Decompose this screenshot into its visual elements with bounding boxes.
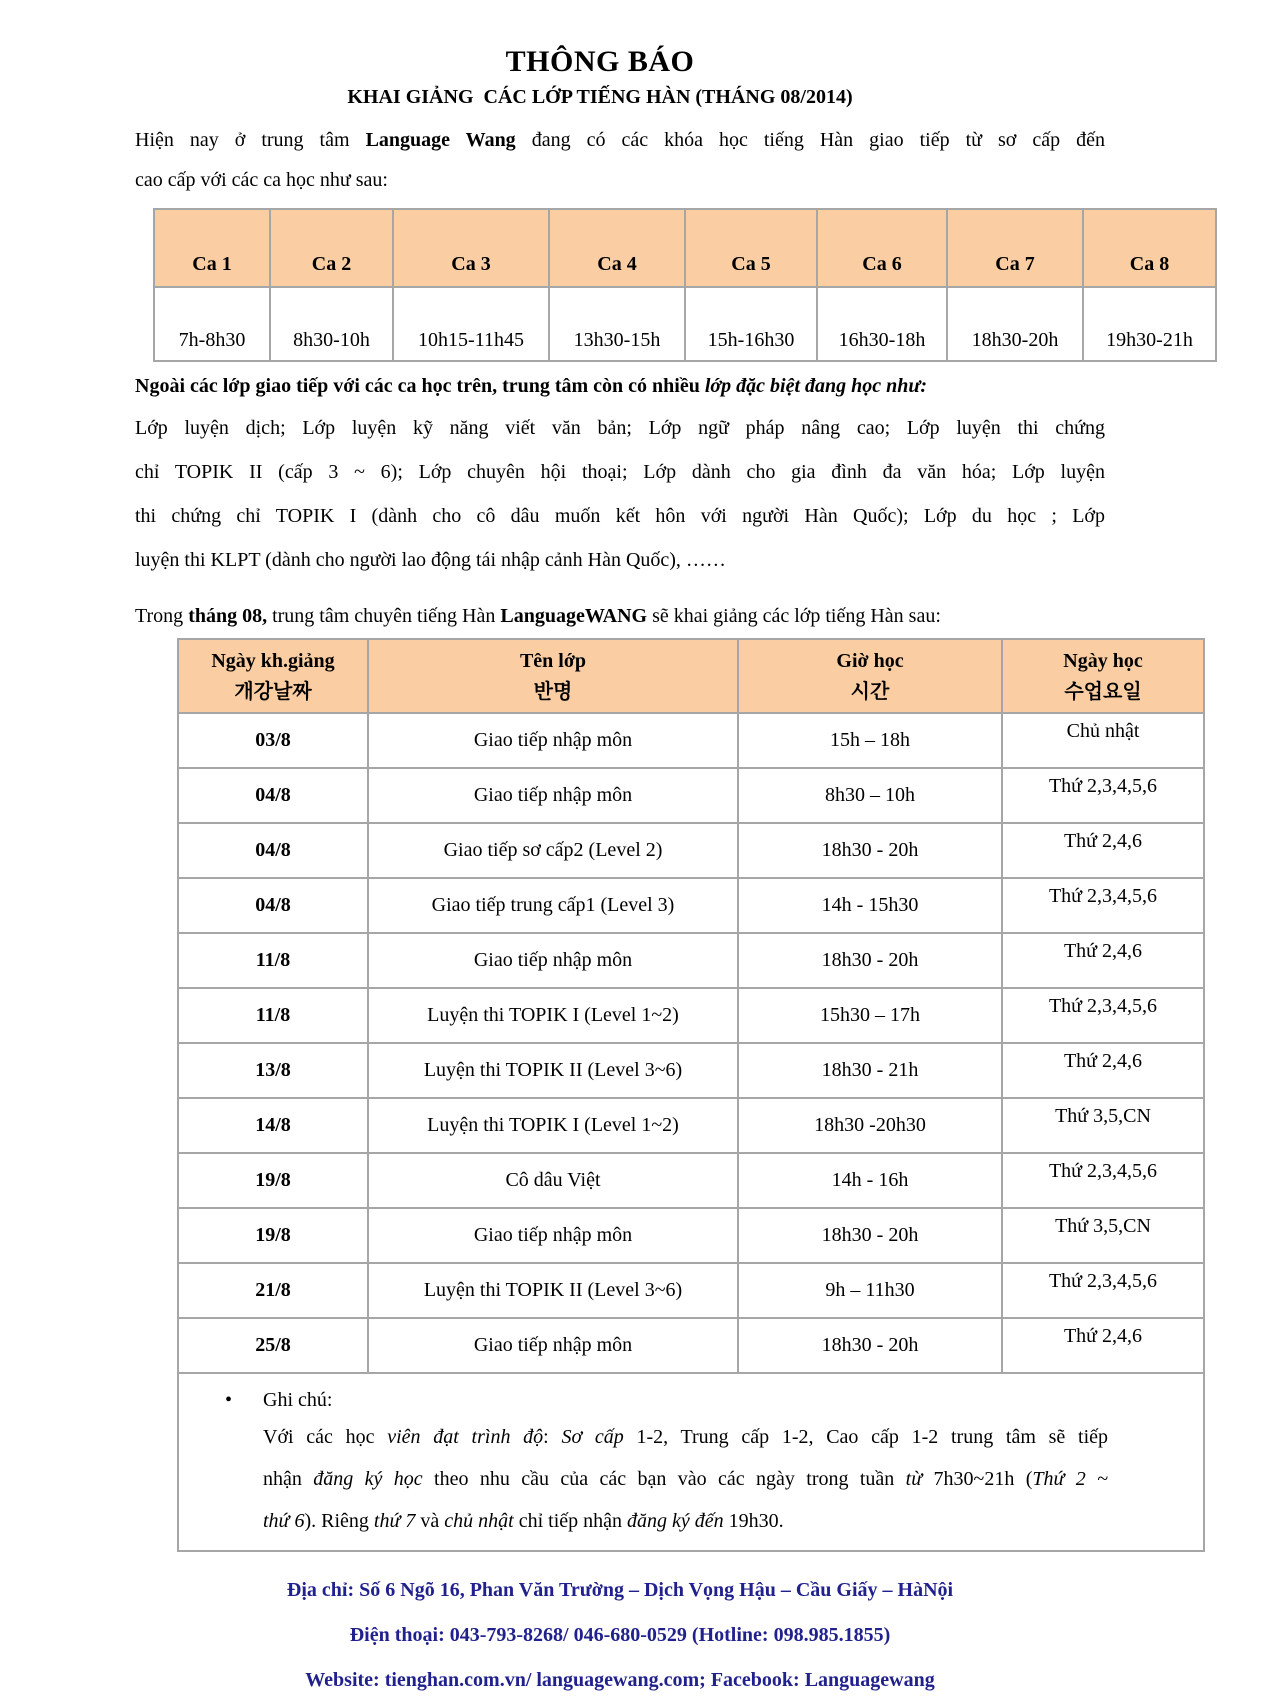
header-label-ko: 반명 xyxy=(533,681,573,703)
intro-paragraph xyxy=(135,120,1105,200)
class-name-cell: Luyện thi TOPIK II (Level 3~6) xyxy=(368,1263,738,1318)
special-list-line: Lớp luyện dịch; Lớp luyện kỹ năng viết văn bản; Lớp ngữ pháp nâng cao; Lớp luyện thi chứng xyxy=(135,417,1105,439)
class-days-cell: Thứ 2,3,4,5,6 xyxy=(1002,1263,1204,1318)
class-time-cell: 15h30 – 17h xyxy=(738,988,1002,1043)
start-date-cell: 19/8 xyxy=(178,1208,368,1263)
footer-address: Địa chỉ: Số 6 Ngõ 16, Phan Văn Trường – Dịch Vọng Hậu – Cầu Giấy – HàNội xyxy=(286,1579,954,1601)
schedule-header-cell xyxy=(738,639,1002,713)
class-days-cell: Thứ 2,4,6 xyxy=(1002,1318,1204,1373)
class-time-cell: 18h30 - 20h xyxy=(738,1318,1002,1373)
class-name-cell: Giao tiếp trung cấp1 (Level 3) xyxy=(368,878,738,933)
schedule-row xyxy=(178,1263,1204,1318)
shift-time-cell: 13h30-15h xyxy=(549,287,685,361)
class-time-cell: 18h30 - 20h xyxy=(738,823,1002,878)
shift-time-cell: 19h30-21h xyxy=(1083,287,1216,361)
note-label: Ghi chú: xyxy=(263,1389,333,1411)
shift-time-cell: 8h30-10h xyxy=(270,287,393,361)
shift-time-cell: 16h30-18h xyxy=(817,287,947,361)
header-label-vi: Ngày kh.giảng xyxy=(211,650,335,672)
schedule-row xyxy=(178,1098,1204,1153)
class-name-cell: Giao tiếp nhập môn xyxy=(368,933,738,988)
footer xyxy=(135,1568,1105,1703)
class-name-cell: Luyện thi TOPIK I (Level 1~2) xyxy=(368,1098,738,1153)
note-line: thứ 6). Riêng thứ 7 và chủ nhật chỉ tiếp nhận đăng ký đến 19h30. xyxy=(263,1510,784,1532)
special-classes-heading: Ngoài các lớp giao tiếp với các ca học trên, trung tâm còn có nhiều lớp đặc biệt đang học như: xyxy=(135,375,928,397)
august-intro: Trong tháng 08, trung tâm chuyên tiếng Hàn LanguageWANG sẽ khai giảng các lớp tiếng Hàn sau: xyxy=(135,605,941,627)
class-name-cell: Luyện thi TOPIK I (Level 1~2) xyxy=(368,988,738,1043)
shift-header-cell: Ca 2 xyxy=(270,209,393,287)
start-date-cell: 04/8 xyxy=(178,878,368,933)
shift-header-cell: Ca 4 xyxy=(549,209,685,287)
class-days-cell: Thứ 2,4,6 xyxy=(1002,933,1204,988)
document-header xyxy=(135,42,1065,112)
shift-table xyxy=(153,208,1217,362)
class-name-cell: Luyện thi TOPIK II (Level 3~6) xyxy=(368,1043,738,1098)
schedule-row xyxy=(178,1153,1204,1208)
class-days-cell: Chủ nhật xyxy=(1002,713,1204,768)
header-label-vi: Ngày học xyxy=(1063,650,1143,672)
schedule-header-cell xyxy=(1002,639,1204,713)
class-time-cell: 18h30 - 20h xyxy=(738,933,1002,988)
schedule-row xyxy=(178,1318,1204,1373)
class-time-cell: 18h30 -20h30 xyxy=(738,1098,1002,1153)
note-body xyxy=(263,1416,1108,1542)
schedule-row xyxy=(178,933,1204,988)
class-name-cell: Giao tiếp nhập môn xyxy=(368,1208,738,1263)
special-list-line: thi chứng chỉ TOPIK I (dành cho cô dâu muốn kết hôn với người Hàn Quốc); Lớp du học ; Lớp xyxy=(135,505,1105,527)
header-label-ko: 시간 xyxy=(850,681,890,703)
schedule-row xyxy=(178,878,1204,933)
class-name-cell: Cô dâu Việt xyxy=(368,1153,738,1208)
schedule-row xyxy=(178,988,1204,1043)
shift-header-cell: Ca 3 xyxy=(393,209,549,287)
start-date-cell: 03/8 xyxy=(178,713,368,768)
note-label-line xyxy=(225,1384,1145,1416)
schedule-header-cell xyxy=(368,639,738,713)
shift-time-cell: 15h-16h30 xyxy=(685,287,817,361)
shift-header-cell: Ca 1 xyxy=(154,209,270,287)
special-classes-list xyxy=(135,406,1105,582)
schedule-note-row xyxy=(178,1373,1204,1551)
start-date-cell: 04/8 xyxy=(178,823,368,878)
class-time-cell: 14h - 16h xyxy=(738,1153,1002,1208)
shift-header-cell: Ca 6 xyxy=(817,209,947,287)
class-name-cell: Giao tiếp nhập môn xyxy=(368,1318,738,1373)
start-date-cell: 11/8 xyxy=(178,933,368,988)
shift-table-header-row xyxy=(154,209,1216,287)
page-title: THÔNG BÁO xyxy=(505,45,695,78)
header-label-vi: Giờ học xyxy=(836,650,904,672)
start-date-cell: 13/8 xyxy=(178,1043,368,1098)
class-time-cell: 15h – 18h xyxy=(738,713,1002,768)
header-label-ko: 개강날짜 xyxy=(234,681,312,703)
class-days-cell: Thứ 2,4,6 xyxy=(1002,1043,1204,1098)
shift-header-cell: Ca 8 xyxy=(1083,209,1216,287)
shift-time-cell: 10h15-11h45 xyxy=(393,287,549,361)
footer-website: Website: tienghan.com.vn/ languagewang.com; Facebook: Languagewang xyxy=(305,1669,935,1691)
class-name-cell: Giao tiếp nhập môn xyxy=(368,713,738,768)
intro-line: cao cấp với các ca học như sau: xyxy=(135,169,388,191)
header-label-vi: Tên lớp xyxy=(519,650,587,672)
class-time-cell: 14h - 15h30 xyxy=(738,878,1002,933)
note-line: nhận đăng ký học theo nhu cầu của các bạn vào các ngày trong tuần từ 7h30~21h (Thứ 2 ~ xyxy=(263,1468,1108,1490)
header-label-ko: 수업요일 xyxy=(1064,681,1142,703)
class-time-cell: 18h30 - 21h xyxy=(738,1043,1002,1098)
shift-header-cell: Ca 5 xyxy=(685,209,817,287)
schedule-row xyxy=(178,768,1204,823)
start-date-cell: 04/8 xyxy=(178,768,368,823)
class-days-cell: Thứ 2,3,4,5,6 xyxy=(1002,1153,1204,1208)
class-days-cell: Thứ 3,5,CN xyxy=(1002,1208,1204,1263)
class-days-cell: Thứ 2,4,6 xyxy=(1002,823,1204,878)
bullet-icon: • xyxy=(225,1389,233,1411)
page-subtitle: KHAI GIẢNG CÁC LỚP TIẾNG HÀN (THÁNG 08/2014) xyxy=(347,86,853,108)
class-time-cell: 18h30 - 20h xyxy=(738,1208,1002,1263)
shift-time-cell: 7h-8h30 xyxy=(154,287,270,361)
shift-table-time-row xyxy=(154,287,1216,361)
class-name-cell: Giao tiếp sơ cấp2 (Level 2) xyxy=(368,823,738,878)
shift-time-cell: 18h30-20h xyxy=(947,287,1083,361)
schedule-row xyxy=(178,823,1204,878)
shift-header-cell: Ca 7 xyxy=(947,209,1083,287)
schedule-table xyxy=(177,638,1205,1552)
intro-line: Hiện nay ở trung tâm Language Wang đang có các khóa học tiếng Hàn giao tiếp từ sơ cấp đến xyxy=(135,129,1105,151)
start-date-cell: 25/8 xyxy=(178,1318,368,1373)
start-date-cell: 11/8 xyxy=(178,988,368,1043)
schedule-row xyxy=(178,1043,1204,1098)
class-name-cell: Giao tiếp nhập môn xyxy=(368,768,738,823)
note-cell xyxy=(178,1373,1204,1551)
class-time-cell: 9h – 11h30 xyxy=(738,1263,1002,1318)
class-days-cell: Thứ 3,5,CN xyxy=(1002,1098,1204,1153)
special-list-line: chỉ TOPIK II (cấp 3 ~ 6); Lớp chuyên hội thoại; Lớp dành cho gia đình đa văn hóa; Lớp luyện xyxy=(135,461,1105,483)
start-date-cell: 21/8 xyxy=(178,1263,368,1318)
class-days-cell: Thứ 2,3,4,5,6 xyxy=(1002,768,1204,823)
footer-phone: Điện thoại: 043-793-8268/ 046-680-0529 (Hotline: 098.985.1855) xyxy=(349,1624,891,1646)
start-date-cell: 14/8 xyxy=(178,1098,368,1153)
special-list-line: luyện thi KLPT (dành cho người lao động tái nhập cảnh Hàn Quốc), …… xyxy=(135,549,726,571)
schedule-header-cell xyxy=(178,639,368,713)
start-date-cell: 19/8 xyxy=(178,1153,368,1208)
schedule-header-row xyxy=(178,639,1204,713)
schedule-row xyxy=(178,713,1204,768)
class-days-cell: Thứ 2,3,4,5,6 xyxy=(1002,878,1204,933)
schedule-row xyxy=(178,1208,1204,1263)
note-line: Với các học viên đạt trình độ: Sơ cấp 1-2, Trung cấp 1-2, Cao cấp 1-2 trung tâm sẽ tiếp xyxy=(263,1426,1109,1448)
class-time-cell: 8h30 – 10h xyxy=(738,768,1002,823)
class-days-cell: Thứ 2,3,4,5,6 xyxy=(1002,988,1204,1043)
